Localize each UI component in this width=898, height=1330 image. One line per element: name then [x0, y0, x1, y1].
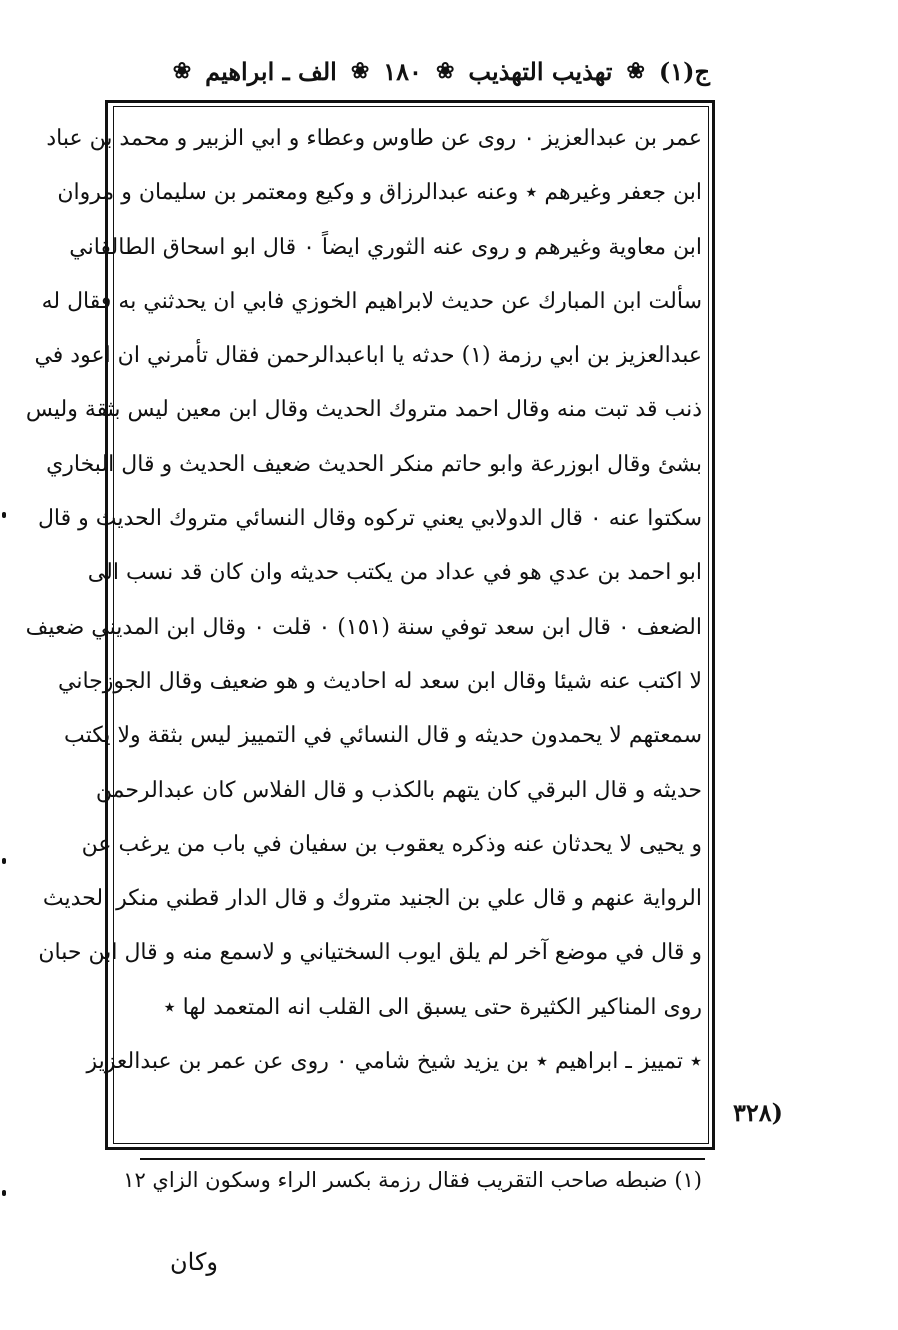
text-line: ابن معاوية وغيرهم و روى عنه الثوري ايضاً ٠ قال ابو اسحاق الطالقاني — [69, 234, 702, 260]
text-line: ابو احمد بن عدي هو في عداد من يكتب حديثه وان كان قد نسب الى — [87, 560, 702, 586]
page-number: ١٨٠ — [383, 56, 422, 86]
volume-label: ج(١) — [658, 56, 710, 86]
text-line: روى المناكير الكثيرة حتى يسبق الى القلب انه المتعمد لها ٭ — [163, 994, 702, 1020]
text-line: ذنب قد تبت منه وقال احمد متروك الحديث وقال ابن معين ليس بثقة وليس — [25, 397, 702, 423]
ornament-icon: ❀ — [626, 58, 645, 84]
main-text — [25, 112, 702, 1089]
text-line: و قال في موضع آخر لم يلق ايوب السختياني و لاسمع منه و قال ابن حبان — [38, 940, 702, 966]
text-line: عمر بن عبدالعزيز ٠ روى عن طاوس وعطاء و ابي الزبير و محمد بن عباد — [46, 126, 702, 151]
section-title: الف ـ ابراهيم — [205, 56, 337, 86]
text-line: سكتوا عنه ٠ قال الدولابي يعني تركوه وقال النسائي متروك الحديث و قال — [37, 506, 702, 532]
ornament-icon: ❀ — [172, 58, 192, 84]
book-title: تهذيب التهذيب — [468, 56, 613, 86]
running-header — [100, 50, 710, 92]
scan-speck — [2, 858, 6, 864]
ornament-icon: ❀ — [350, 58, 370, 84]
text-line: بشئ وقال ابوزرعة وابو حاتم منكر الحديث ضعيف الحديث و قال البخاري — [46, 451, 702, 477]
text-line: لا اكتب عنه شيئا وقال ابن سعد له احاديث و هو ضعيف وقال الجوزجاني — [58, 668, 702, 694]
entry-number: (٣٢٨ — [733, 1098, 784, 1127]
text-line: ابن جعفر وغيرهم ٭ وعنه عبدالرزاق و وكيع ومعتمر بن سليمان و مروان — [57, 180, 702, 206]
text-line: الضعف ٠ قال ابن سعد توفي سنة (١٥١) ٠ قلت ٠ وقال ابن المديني ضعيف — [25, 614, 702, 640]
text-line: ٭ تمييز ـ ابراهيم ٭ بن يزيد شيخ شامي ٠ روى عن عمر بن عبدالعزيز — [86, 1049, 702, 1075]
text-line: الرواية عنهم و قال علي بن الجنيد متروك و قال الدار قطني منكر الحديث — [42, 886, 702, 912]
catchword: وكان — [170, 1248, 218, 1276]
footnote-divider — [140, 1158, 705, 1160]
ornament-icon: ❀ — [435, 58, 455, 84]
text-line: و يحيى لا يحدثان عنه وذكره يعقوب بن سفيان في باب من يرغب عن — [81, 831, 702, 857]
scan-speck — [2, 1190, 6, 1196]
text-line: سألت ابن المبارك عن حديث لابراهيم الخوزي فابي ان يحدثني به فقال له — [41, 288, 702, 314]
footnote: (١) ضبطه صاحب التقريب فقال رزمة بكسر الراء وسكون الزاي ١٢ — [123, 1168, 702, 1192]
text-line: عبدالعزيز بن ابي رزمة (١) حدثه يا اباعبدالرحمن فقال تأمرني ان اعود في — [34, 343, 702, 369]
scan-speck — [2, 512, 6, 518]
text-line: سمعتهم لا يحمدون حديثه و قال النسائي في التمييز ليس بثقة ولا يكتب — [64, 723, 702, 749]
text-line: حديثه و قال البرقي كان يتهم بالكذب و قال الفلاس كان عبدالرحمن — [95, 777, 702, 803]
